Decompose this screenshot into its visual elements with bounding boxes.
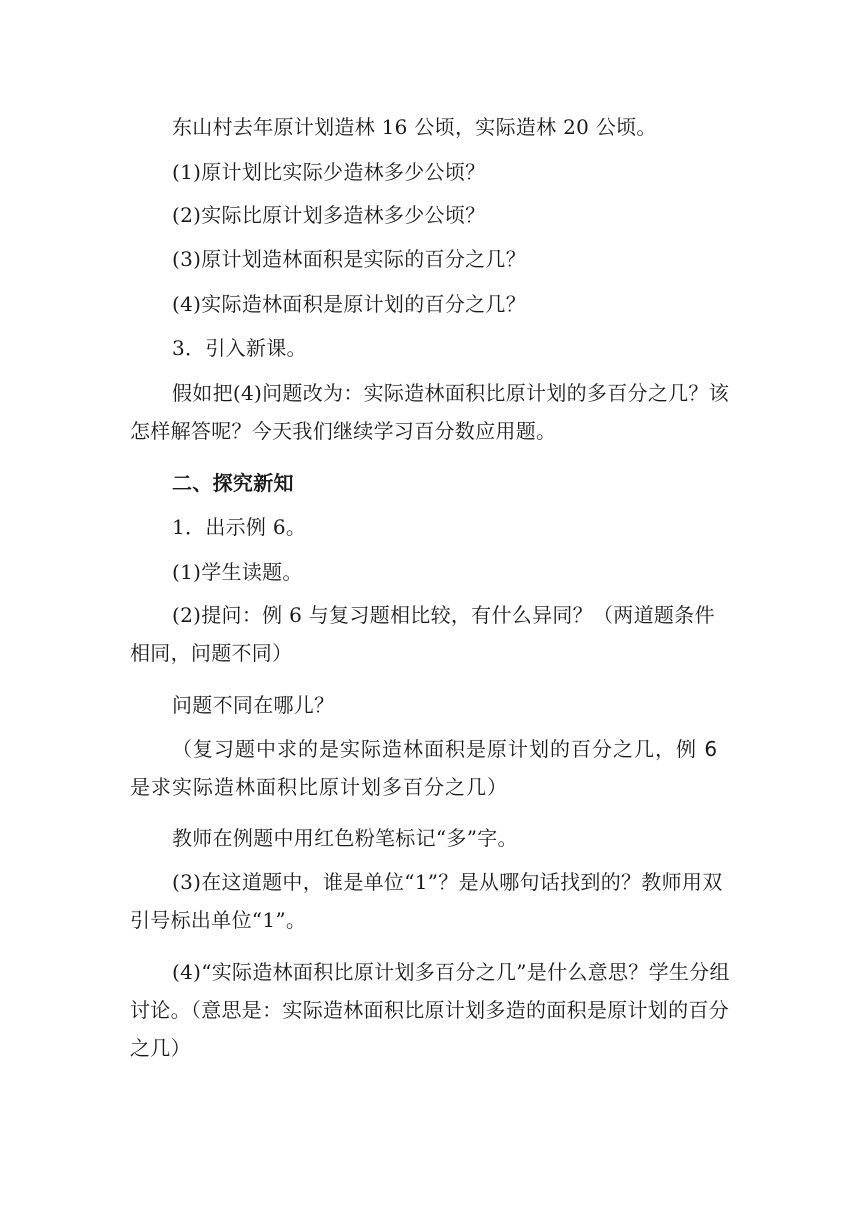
section-heading: 二、探究新知 bbox=[172, 471, 294, 495]
paragraph-intro-new-lesson: 3．引入新课。 bbox=[172, 336, 307, 360]
paragraph-teacher-mark: 教师在例题中用红色粉笔标记“多”字。 bbox=[172, 826, 518, 850]
paragraph-question-4: (4)实际造林面积是原计划的百分之几？ bbox=[172, 292, 527, 316]
paragraph-question-3: (3)原计划造林面积是实际的百分之几？ bbox=[172, 247, 527, 271]
paragraph-step-4: (4)“实际造林面积比原计划多百分之几”是什么意思？学生分组讨论。（意思是：实际造林面积比原计划多造的面积是原计划的百分之几） bbox=[130, 960, 730, 1060]
paragraph-step-3: (3)在这道题中，谁是单位“1”？是从哪句话找到的？教师用双引号标出单位“1”。 bbox=[130, 870, 723, 932]
paragraph-problem-statement: 东山村去年原计划造林 16 公顷，实际造林 20 公顷。 bbox=[172, 115, 657, 139]
paragraph-question-1: (1)原计划比实际少造林多少公顷？ bbox=[172, 160, 486, 184]
paragraph-step-2: (2)提问：例 6 与复习题相比较，有什么异同？（两道题条件相同，问题不同） bbox=[130, 603, 715, 665]
paragraph-example-6: 1．出示例 6。 bbox=[172, 515, 307, 539]
paragraph-step-1: (1)学生读题。 bbox=[172, 560, 303, 584]
paragraph-transition: 假如把(4)问题改为：实际造林面积比原计划的多百分之几？该怎样解答呢？今天我们继续学习百分数应用题。 bbox=[130, 381, 730, 443]
paragraph-answer-difference: （复习题中求的是实际造林面积是原计划的百分之几，例 6 是求实际造林面积比原计划多百分之几） bbox=[130, 737, 719, 799]
paragraph-question-2: (2)实际比原计划多造林多少公顷？ bbox=[172, 203, 486, 227]
paragraph-question-difference: 问题不同在哪儿？ bbox=[172, 693, 335, 717]
